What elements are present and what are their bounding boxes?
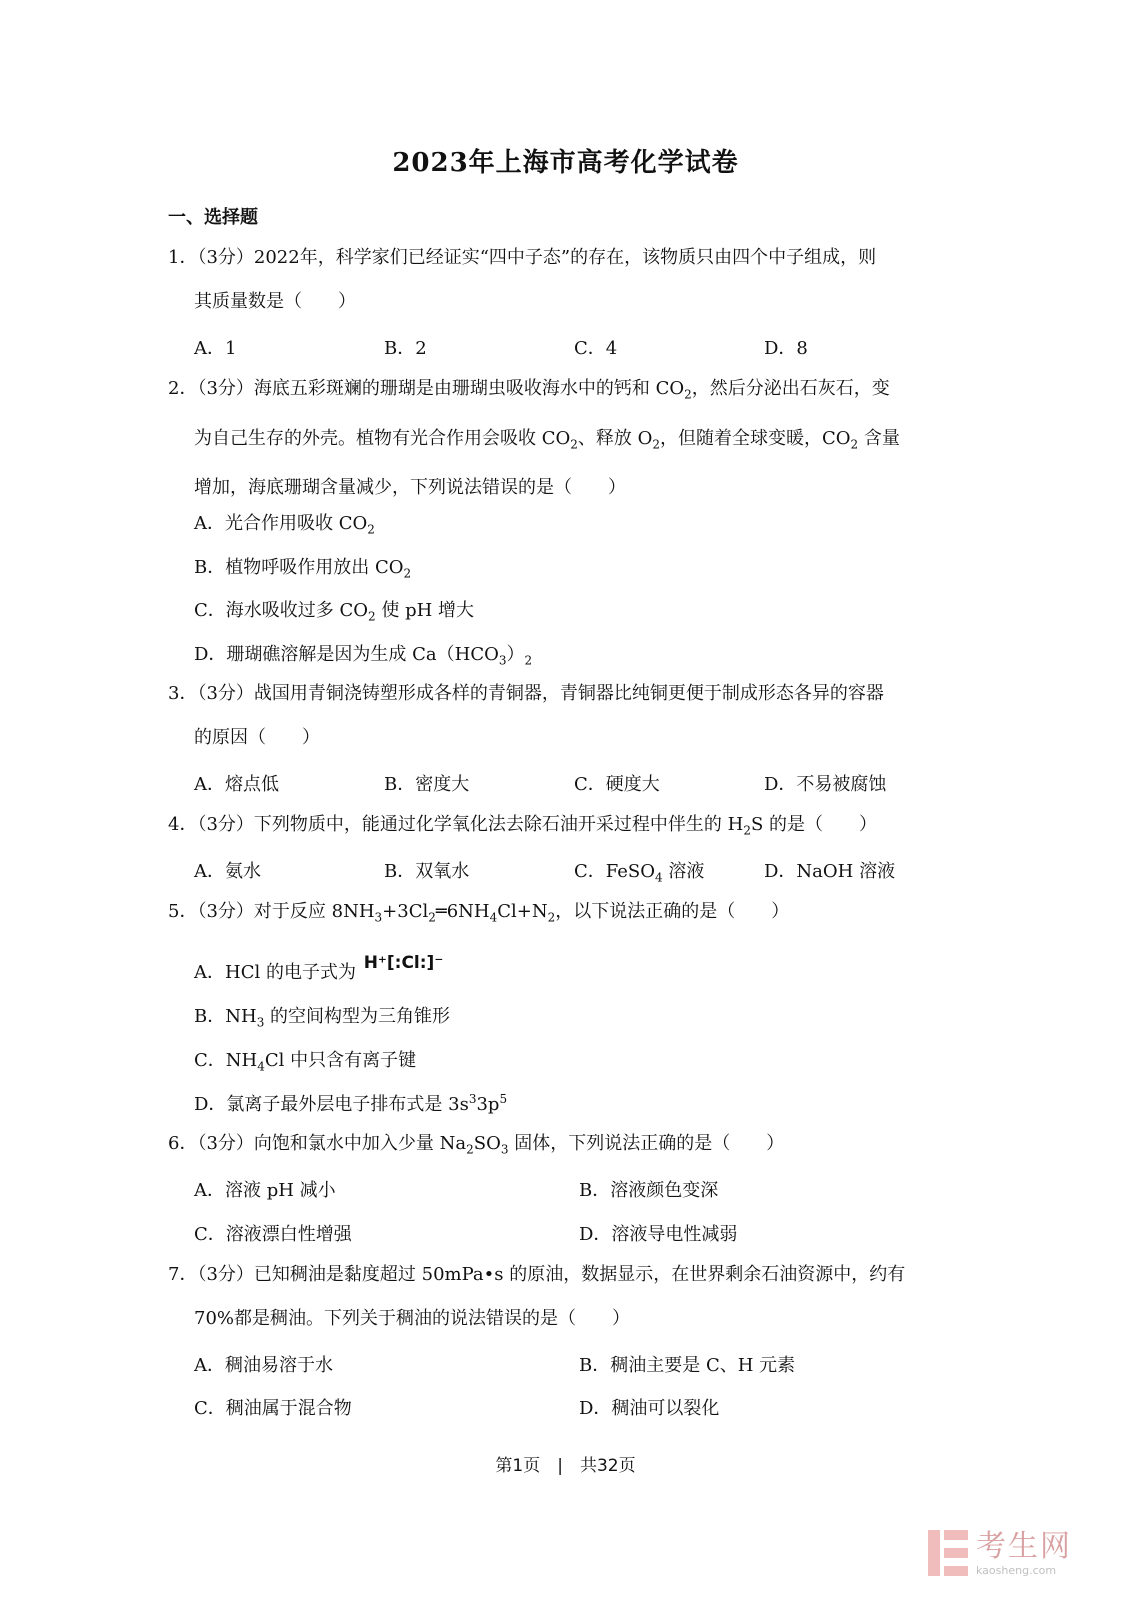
q2-option-b[interactable]: B．植物呼吸作用放出 $CO_2$ — [194, 557, 412, 581]
q1-option-a[interactable]: A．1 — [194, 338, 237, 359]
question-5 — [168, 890, 968, 940]
q5-option-a[interactable]: A．HCl 的电子式为 H⁺[:Cl:]⁻ — [194, 953, 444, 983]
section-heading: 一、选择题 — [168, 207, 258, 228]
logo-mark-icon — [928, 1530, 968, 1576]
q1-option-b[interactable]: B．2 — [384, 338, 427, 359]
q1-line2: 其质量数是（ ） — [194, 291, 356, 312]
q4-option-c[interactable]: C．FeSO$_4$ 溶液 — [574, 861, 705, 885]
q1-line1: 1．（3分）2022年，科学家们已经证实“四中子态”的存在，该物质只由四个中子组成，则 — [168, 247, 877, 268]
q6-options-row1 — [194, 1176, 974, 1202]
question-1 — [168, 236, 968, 324]
q2-option-a[interactable]: A．光合作用吸收 $CO_2$ — [194, 513, 375, 537]
q7-options-row1 — [194, 1351, 974, 1377]
logo-url: kaosheng.com — [976, 1563, 1057, 1577]
q7-option-c[interactable]: C．稠油属于混合物 — [194, 1398, 352, 1419]
q6-option-a[interactable]: A．溶液 pH 减小 — [194, 1180, 336, 1201]
q7-option-d[interactable]: D．稠油可以裂化 — [579, 1398, 720, 1419]
q6-option-d[interactable]: D．溶液导电性减弱 — [579, 1224, 738, 1245]
q3-options — [194, 770, 974, 796]
q6-option-b[interactable]: B．溶液颜色变深 — [579, 1180, 719, 1201]
q5-option-c[interactable]: C．$NH_4Cl$ 中只含有离子键 — [194, 1050, 417, 1074]
q6-options-row2 — [194, 1220, 974, 1246]
q4-line1: 4．（3分）下列物质中，能通过化学氧化法去除石油开采过程中伴生的 $H_2S$ 的是（ ） — [168, 814, 878, 838]
q5-option-b[interactable]: B．$NH_3$ 的空间构型为三角锥形 — [194, 1006, 451, 1030]
question-6 — [168, 1122, 968, 1172]
q5-option-d[interactable]: D．氯离子最外层电子排布式是 $3s^33p^5$ — [194, 1092, 508, 1115]
q3-option-c[interactable]: C．硬度大 — [574, 774, 660, 795]
q4-options — [194, 857, 974, 885]
kaosheng-logo — [928, 1528, 1088, 1578]
q5-line1: 5．（3分）对于反应 $8NH_3+3Cl_2═6NH_4Cl+N_2$，以下说法正确的是（ ） — [168, 901, 790, 925]
q2-option-c[interactable]: C．海水吸收过多 $CO_2$ 使 pH 增大 — [194, 600, 475, 624]
page-footer: 第1页 | 共32页 — [495, 1456, 636, 1476]
q3-option-a[interactable]: A．熔点低 — [194, 774, 279, 795]
q7-options-row2 — [194, 1394, 974, 1420]
q2-line3: 增加，海底珊瑚含量减少，下列说法错误的是（ ） — [194, 477, 626, 499]
q7-line2: 70%都是稠油。下列关于稠油的说法错误的是（ ） — [194, 1308, 631, 1329]
question-7 — [168, 1253, 968, 1341]
q2-option-d[interactable]: D．珊瑚礁溶解是因为生成 $Ca(HCO_3)_2$ — [194, 644, 533, 668]
q6-option-c[interactable]: C．溶液漂白性增强 — [194, 1224, 352, 1245]
q6-line1: 6．（3分）向饱和氯水中加入少量 $Na_2SO_3$ 固体，下列说法正确的是（ ） — [168, 1133, 785, 1157]
question-3 — [168, 672, 968, 760]
q4-option-a[interactable]: A．氨水 — [194, 861, 261, 882]
question-2 — [168, 367, 968, 510]
q3-line1: 3．（3分）战国用青铜浇铸塑形成各样的青铜器，青铜器比纯铜更便于制成形态各异的容器 — [168, 683, 884, 704]
q3-option-d[interactable]: D．不易被腐蚀 — [764, 774, 887, 795]
q3-line2: 的原因（ ） — [194, 727, 320, 748]
q2-line1: 2．（3分）海底五彩斑斓的珊瑚是由珊瑚虫吸收海水中的钙和 $CO_2$，然后分泌出石灰石，变 — [168, 378, 890, 402]
q1-option-d[interactable]: D．8 — [764, 338, 808, 359]
question-4 — [168, 803, 968, 853]
logo-name: 考生网 — [976, 1528, 1072, 1564]
q4-option-d[interactable]: D．NaOH 溶液 — [764, 861, 896, 882]
q7-line1: 7．（3分）已知稠油是黏度超过 50mPa•s 的原油，数据显示，在世界剩余石油资源中，约有 — [168, 1264, 906, 1285]
q1-options — [194, 334, 974, 360]
hcl-electron-formula: H⁺[:Cl:]⁻ — [363, 953, 444, 973]
q3-option-b[interactable]: B．密度大 — [384, 774, 470, 795]
q7-option-a[interactable]: A．稠油易溶于水 — [194, 1355, 333, 1376]
page-title: 2023年上海市高考化学试卷 — [392, 148, 739, 178]
q2-line2: 为自己生存的外壳。植物有光合作用会吸收 $CO_2$、释放 $O_2$，但随着全球变暖，$CO_2$ 含量 — [194, 427, 900, 452]
q4-option-b[interactable]: B．双氧水 — [384, 861, 470, 882]
q1-option-c[interactable]: C．4 — [574, 338, 618, 359]
q7-option-b[interactable]: B．稠油主要是 C、H 元素 — [579, 1355, 796, 1376]
